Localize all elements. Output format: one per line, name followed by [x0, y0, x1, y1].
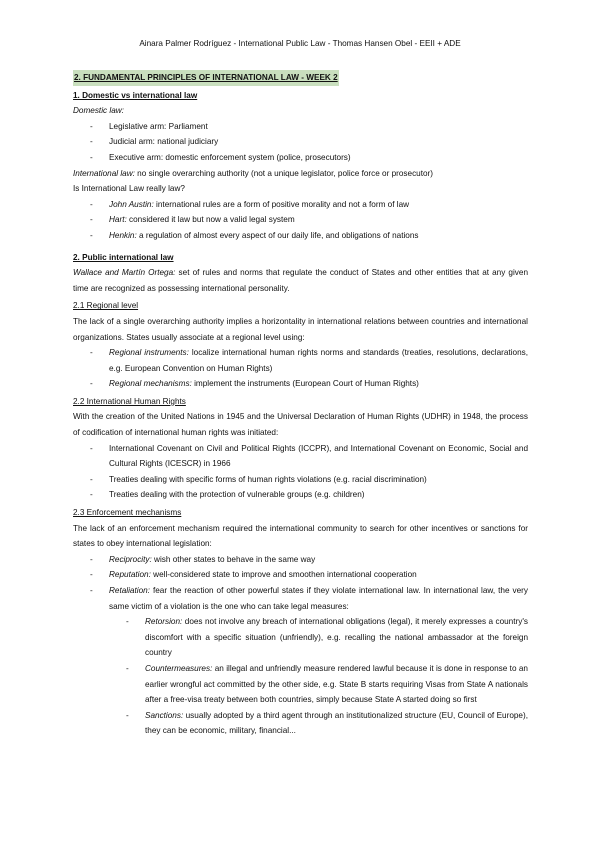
view-text: international rules are a form of positive morality and not a form of law [153, 199, 410, 209]
list-item: - Judicial arm: national judiciary [73, 134, 528, 150]
item-label: Retaliation: [109, 586, 150, 595]
definition-paragraph [73, 265, 528, 296]
subsection-2-2-heading: 2.2 International Human Rights [73, 396, 186, 406]
regional-list [73, 345, 528, 392]
list-item [73, 567, 528, 583]
enforcement-paragraph: The lack of an enforcement mechanism required the international community to search for other incentives or sanctions for states to obey international legislation: [73, 523, 528, 549]
domestic-law-label: Domestic law: [73, 106, 124, 116]
list-item: - International Covenant on Civil and Political Rights (ICCPR), and International Covenant on Economic, Social and Cultural Rights (ICESCR) in 1966 [73, 441, 528, 472]
document-title: 2. FUNDAMENTAL PRINCIPLES OF INTERNATIONAL LAW - WEEK 2 [73, 70, 339, 86]
item-text: well-considered state to improve and smoothen international cooperation [150, 570, 417, 580]
regional-paragraph: The lack of a single overarching authority implies a horizontality in international relations between countries and international organizations. States usually associate at a regional level using: [73, 316, 528, 342]
enforcement-list [73, 552, 528, 614]
view-text: a regulation of almost every aspect of our daily life, and obligations of nations [136, 230, 419, 240]
item-text: does not involve any breach of international obligations (legal), it merely expresses a country's discomfort with a specific situation (unfriendly), e.g. recalling the national ambassador at the foreign country [145, 617, 528, 658]
item-label: Regional instruments: [109, 348, 189, 358]
view-text: considered it law but now a valid legal system [126, 215, 295, 225]
list-item [73, 228, 528, 244]
item-text: wish other states to behave in the same way [151, 554, 316, 564]
international-law-text: no single overarching authority (not a unique legislator, police force or prosecutor) [134, 168, 434, 178]
item-label: Sanctions: [145, 710, 184, 720]
list-item [73, 708, 528, 739]
list-item: - Treaties dealing with specific forms of human rights violations (e.g. racial discrimination) [73, 472, 528, 488]
author-name: Henkin: [109, 230, 137, 240]
item-text: usually adopted by a third agent through an institutionalized structure (EU, Council of Europe), they can be economic, military, financial... [145, 710, 528, 736]
list-item [73, 212, 528, 228]
list-item [73, 661, 528, 708]
list-item: - Treaties dealing with the protection of vulnerable groups (e.g. children) [73, 487, 528, 503]
list-item [73, 552, 528, 568]
item-label: Countermeasures: [145, 663, 213, 673]
item-label: Retorsion: [145, 617, 183, 627]
definition-text: set of rules and norms that regulate the conduct of States and other entities that at any given time are recognized as possessing international personality. [73, 268, 529, 293]
item-text: implement the instruments (European Court of Human Rights) [191, 379, 419, 389]
subsection-2-3-heading: 2.3 Enforcement mechanisms [73, 508, 182, 518]
list-item [73, 614, 528, 661]
list-item: - Legislative arm: Parliament [73, 119, 528, 135]
list-item [73, 345, 528, 376]
item-label: Reputation: [109, 570, 151, 580]
question-text: Is International Law really law? [73, 184, 185, 194]
list-item [73, 583, 528, 614]
author-name: John Austin: [109, 199, 154, 209]
subsection-2-1-heading: 2.1 Regional level [73, 301, 139, 311]
section-1-heading: 1. Domestic vs international law [73, 90, 198, 100]
human-rights-list [73, 441, 528, 503]
item-label: Regional mechanisms: [109, 379, 192, 389]
section-2-heading: 2. Public international law [73, 252, 174, 262]
views-list [73, 197, 528, 244]
definition-authors: Wallace and Martín Ortega: [73, 268, 176, 278]
item-label: Reciprocity: [109, 554, 152, 564]
author-name: Hart: [109, 215, 127, 225]
document-body [73, 70, 528, 739]
international-law-paragraph [73, 166, 528, 182]
domestic-law-list [73, 119, 528, 166]
retaliation-sublist [73, 614, 528, 739]
list-item [73, 376, 528, 392]
item-text: fear the reaction of other powerful states if they violate international law. In international law, the very same victim of a violation is the one who can take legal measures: [109, 586, 528, 611]
list-item: - Executive arm: domestic enforcement system (police, prosecutors) [73, 150, 528, 166]
page-header: Ainara Palmer Rodríguez - International Public Law - Thomas Hansen Obel - EEII + ADE [139, 39, 461, 48]
human-rights-paragraph: With the creation of the United Nations in 1945 and the Universal Declaration of Human Rights (UDHR) in 1948, the process of codification of international human rights was initiated: [73, 412, 528, 438]
item-text: localize international human rights norms and standards (treaties, resolutions, declarations, e.g. European Convention on Human Rights) [109, 348, 528, 373]
list-item [73, 197, 528, 213]
item-text: an illegal and unfriendly measure rendered lawful because it is done in response to an earlier wrongful act committed by the other side, e.g. State B starts requiring Visas from State A nationals after a free-visa treaty between both countries, simply because State A started doing so first [145, 663, 528, 705]
international-law-label: International law: [73, 168, 135, 178]
